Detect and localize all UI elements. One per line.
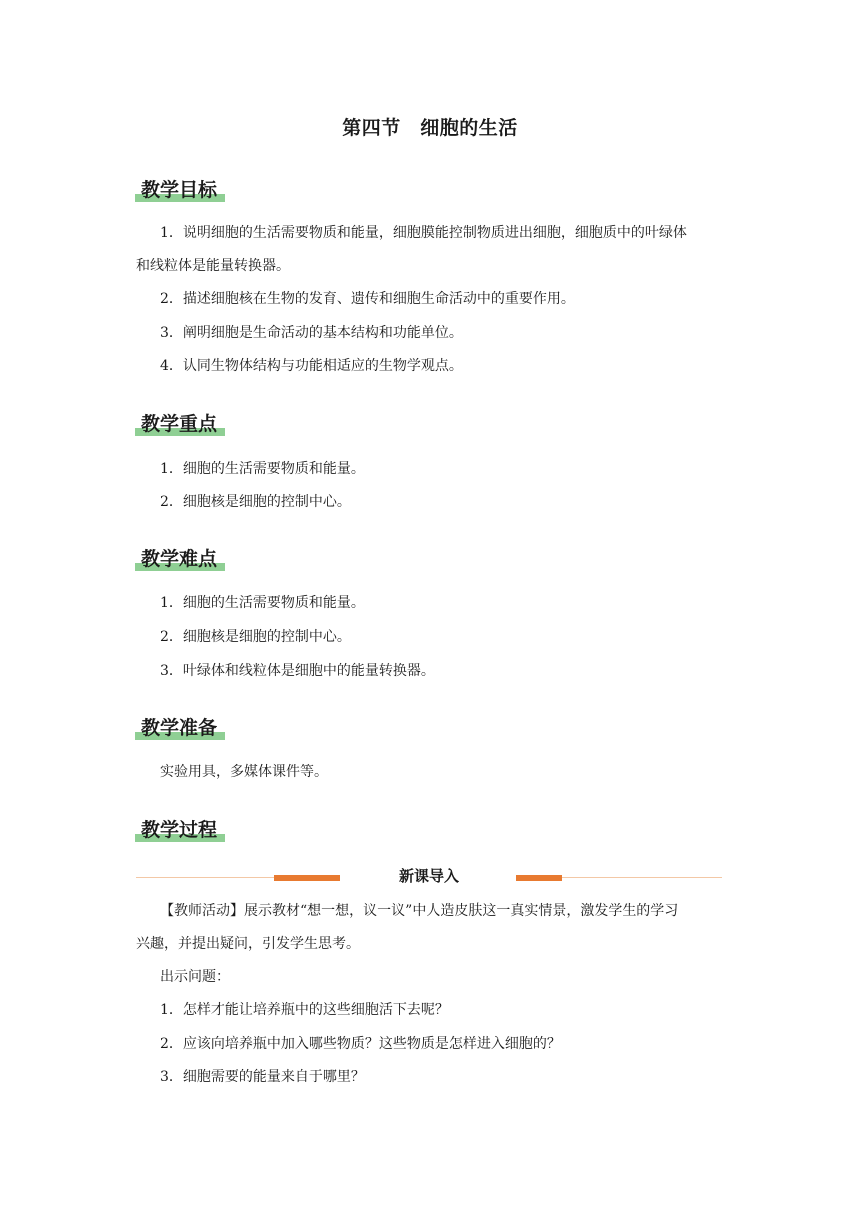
- section-heading-label: 教学重点: [141, 413, 218, 435]
- subheading-new-lesson-intro: [136, 862, 722, 892]
- objective-item-1: 1．说明细胞的生活需要物质和能量，细胞膜能控制物质进出细胞，细胞质中的叶绿体 和线粒体是能量转换器。: [136, 225, 687, 274]
- process-question-2: 2．应该向培养瓶中加入哪些物质？这些物质是怎样进入细胞的？: [160, 1036, 561, 1052]
- difficulty-item-1: 1．细胞的生活需要物质和能量。: [160, 595, 365, 611]
- difficulty-item-2: 2．细胞核是细胞的控制中心。: [160, 629, 351, 645]
- objective-item-4: 4．认同生物体结构与功能相适应的生物学观点。: [160, 358, 463, 374]
- section-heading-label: 教学准备: [141, 717, 218, 739]
- difficulty-item-3: 3．叶绿体和线粒体是细胞中的能量转换器。: [160, 663, 435, 679]
- section-heading-label: 教学过程: [141, 819, 218, 841]
- objective-item-3: 3．阐明细胞是生命活动的基本结构和功能单位。: [160, 325, 463, 341]
- process-teacher-activity: 【教师活动】展示教材“想一想，议一议”中人造皮肤这一真实情景，激发学生的学习 兴趣，并提出疑问，引发学生思考。: [136, 903, 679, 952]
- key-point-item-2: 2．细胞核是细胞的控制中心。: [160, 494, 351, 510]
- section-heading-label: 教学目标: [141, 179, 218, 201]
- subheading-label: 新课导入: [398, 867, 459, 885]
- process-question-1: 1．怎样才能让培养瓶中的这些细胞活下去呢？: [160, 1002, 449, 1018]
- objective-item-2: 2．描述细胞核在生物的发育、遗传和细胞生命活动中的重要作用。: [160, 291, 575, 307]
- process-question-3: 3．细胞需要的能量来自于哪里？: [160, 1069, 365, 1085]
- section-heading-label: 教学难点: [141, 548, 218, 570]
- key-point-item-1: 1．细胞的生活需要物质和能量。: [160, 461, 365, 477]
- preparation-text: 实验用具，多媒体课件等。: [160, 764, 328, 780]
- process-question-intro: 出示问题：: [160, 969, 230, 985]
- page-title: 第四节 细胞的生活: [342, 117, 518, 139]
